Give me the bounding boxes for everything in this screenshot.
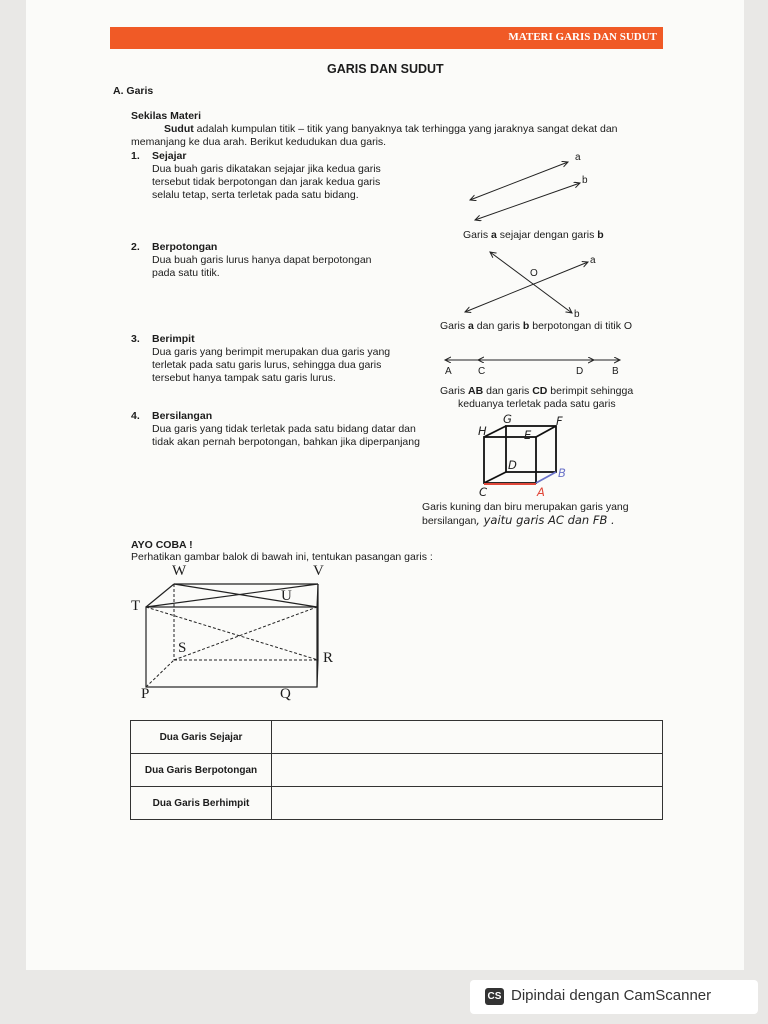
table-row [131,787,663,820]
item-3-title: Berimpit [152,333,195,345]
item-2-line-2: pada satu titik. [152,267,220,279]
item-3-line-3: tersebut hanya tampak satu garis lurus. [152,372,336,384]
scanner-watermark-text: Dipindai dengan CamScanner [511,987,712,1004]
fig1-caption: Garis a sejajar dengan garis b [463,229,604,241]
cube-label-E: E [524,428,532,442]
row-label-berhimpit: Dua Garis Berhimpit [131,787,272,820]
balok-label-P: P [141,686,150,702]
ayo-coba-instruction: Perhatikan gambar balok di bawah ini, tentukan pasangan garis : [131,551,433,563]
item-1-line-2: tersebut tidak berpotongan dan jarak kedua garis [152,176,381,188]
fig3-caption-2: keduanya terletak pada satu garis [458,398,616,410]
table-row [131,754,663,787]
cube-label-H: H [478,424,487,438]
item-1-line-3: selalu tetap, serta terletak pada satu bidang. [152,189,359,201]
intro-term: Sudut [164,123,194,135]
sekilas-title: Sekilas Materi [131,110,202,122]
fig4-caption-2: bersilangan, yaitu garis AC dan FB . [422,513,615,527]
fig2-label-a: a [590,255,596,266]
banner-title: MATERI GARIS DAN SUDUT [508,31,657,43]
row-label-berpotongan: Dua Garis Berpotongan [131,754,272,787]
section-heading: A. Garis [113,85,154,97]
item-2-line-1: Dua buah garis lurus hanya dapat berpotongan [152,254,372,266]
answer-cell-berhimpit[interactable] [272,787,663,820]
balok-label-Q: Q [280,686,291,702]
answer-table [130,720,663,820]
item-1-title: Sejajar [152,150,187,162]
camscanner-icon: CS [485,988,504,1005]
fig4-caption-1: Garis kuning dan biru merupakan garis yang [422,501,629,513]
cube-label-B: B [558,466,566,480]
fig4-handwritten-answer: , yaitu garis AC dan FB . [476,513,615,527]
cube-label-A: A [537,485,545,499]
item-1-number: 1. [131,150,140,162]
fig1-label-b: b [582,175,588,186]
fig3-label-B: B [612,366,619,377]
fig3-label-C: C [478,366,486,377]
item-2-number: 2. [131,241,140,253]
balok-label-U: U [281,588,292,604]
item-4-line-1: Dua garis yang tidak terletak pada satu bidang datar dan [152,423,416,435]
item-4-number: 4. [131,410,140,422]
fig1-label-a: a [575,152,581,163]
item-1-line-1: Dua buah garis dikatakan sejajar jika kedua garis [152,163,381,175]
cube-label-F: F [556,414,563,428]
fig3-label-D: D [576,366,584,377]
fig3-label-A: A [445,366,452,377]
fig2-caption: Garis a dan garis b berpotongan di titik O [440,320,633,332]
item-2-title: Berpotongan [152,241,218,253]
item-3-line-2: terletak pada satu garis lurus, sehingga dua garis [152,359,382,371]
item-3-line-1: Dua garis yang berimpit merupakan dua garis yang [152,346,391,358]
balok-label-R: R [323,650,334,666]
cube-label-C: C [479,485,488,499]
intro-line-1-rest: adalah kumpulan titik – titik yang banyaknya tak terhingga yang jaraknya sangat dekat dan [193,123,618,135]
fig2-label-b: b [574,309,580,320]
balok-label-S: S [178,640,187,656]
item-4-title: Bersilangan [152,410,213,422]
intro-line-2: memanjang ke dua arah. Berikut kedudukan dua garis. [131,136,387,148]
fig3-caption-1: Garis AB dan garis CD berimpit sehingga [440,385,634,397]
cube-label-G: G [503,412,512,426]
answer-cell-berpotongan[interactable] [272,754,663,787]
balok-label-V: V [313,563,324,579]
balok-label-T: T [131,598,141,614]
item-4-line-2: tidak akan pernah berpotongan, bahkan jika diperpanjang [152,436,420,448]
item-3-number: 3. [131,333,140,345]
answer-cell-sejajar[interactable] [272,721,663,754]
cube-label-D: D [508,458,517,472]
ayo-coba-title: AYO COBA ! [131,539,193,551]
page-title: GARIS DAN SUDUT [327,62,444,76]
row-label-sejajar: Dua Garis Sejajar [131,721,272,754]
table-row [131,721,663,754]
fig2-label-o: O [530,268,538,279]
balok-label-W: W [172,563,187,579]
